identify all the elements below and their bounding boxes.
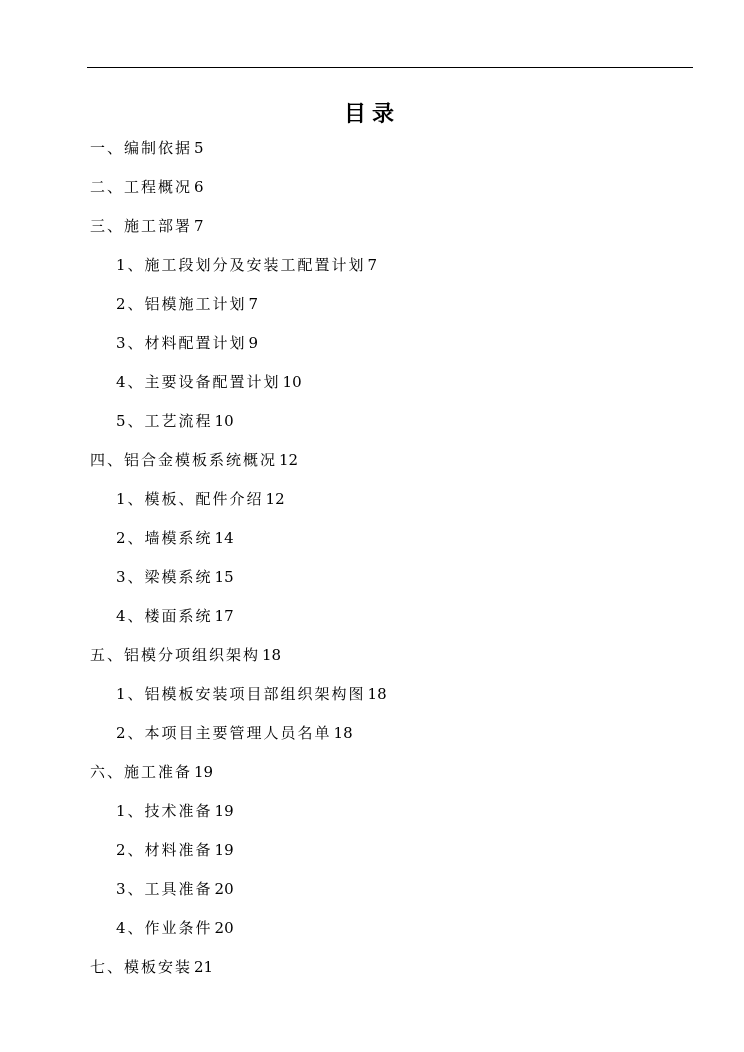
toc-subsection-entry[interactable] [0,292,744,331]
toc-subsection-entry[interactable] [0,721,744,760]
toc-entry-label: 三、施工部署 [90,217,193,235]
toc-entry-label: 六、施工准备 [90,763,193,781]
toc-section-entry[interactable] [0,136,744,175]
toc-entry-label: 4、楼面系统 [116,607,213,625]
toc-section-entry[interactable] [0,643,744,682]
toc-entry-page-number: 7 [367,256,378,274]
toc-entry-label: 3、梁模系统 [116,568,213,586]
toc-entry-label: 五、铝模分项组织架构 [90,646,261,664]
toc-section-entry[interactable] [0,214,744,253]
toc-entry-page-number: 7 [194,217,204,235]
toc-entry-page-number: 12 [265,490,285,508]
toc-entry-page-number: 10 [282,373,302,391]
toc-subsection-entry[interactable] [0,799,744,838]
toc-entry-label: 4、主要设备配置计划 [116,373,281,391]
toc-section-entry[interactable] [0,175,744,214]
table-of-contents [0,136,744,994]
toc-entry-page-number: 18 [333,724,353,742]
toc-entry-page-number: 10 [214,412,234,430]
toc-entry-page-number: 17 [214,607,234,625]
toc-entry-label: 2、铝模施工计划 [116,295,247,313]
toc-subsection-entry[interactable] [0,409,744,448]
toc-entry-label: 2、墙模系统 [116,529,213,547]
toc-section-entry[interactable] [0,955,744,994]
toc-subsection-entry[interactable] [0,916,744,955]
toc-entry-label: 3、材料配置计划 [116,334,247,352]
toc-entry-label: 1、施工段划分及安装工配置计划 [116,256,366,274]
toc-entry-label: 一、编制依据 [90,139,193,157]
toc-entry-page-number: 12 [279,451,299,469]
toc-entry-page-number: 7 [248,295,259,313]
toc-entry-page-number: 19 [194,763,214,781]
toc-entry-label: 1、模板、配件介绍 [116,490,264,508]
toc-entry-label: 七、模板安装 [90,958,193,976]
toc-entry-label: 4、作业条件 [116,919,213,937]
toc-subsection-entry[interactable] [0,682,744,721]
toc-entry-label: 3、工具准备 [116,880,213,898]
toc-entry-page-number: 19 [214,802,234,820]
toc-entry-page-number: 18 [367,685,387,703]
toc-subsection-entry[interactable] [0,565,744,604]
toc-entry-label: 1、铝模板安装项目部组织架构图 [116,685,366,703]
toc-subsection-entry[interactable] [0,877,744,916]
toc-entry-page-number: 20 [214,880,234,898]
toc-entry-page-number: 9 [248,334,259,352]
toc-entry-page-number: 14 [214,529,234,547]
toc-entry-label: 二、工程概况 [90,178,193,196]
toc-section-entry[interactable] [0,760,744,799]
toc-entry-label: 5、工艺流程 [116,412,213,430]
header-rule [87,67,693,68]
toc-subsection-entry[interactable] [0,838,744,877]
toc-subsection-entry[interactable] [0,253,744,292]
toc-entry-label: 四、铝合金模板系统概况 [90,451,278,469]
page-title: 目录 [343,101,400,127]
toc-subsection-entry[interactable] [0,487,744,526]
toc-subsection-entry[interactable] [0,526,744,565]
toc-entry-page-number: 5 [194,139,204,157]
toc-subsection-entry[interactable] [0,604,744,643]
toc-entry-label: 2、本项目主要管理人员名单 [116,724,332,742]
toc-section-entry[interactable] [0,448,744,487]
toc-subsection-entry[interactable] [0,331,744,370]
toc-entry-page-number: 20 [214,919,234,937]
toc-entry-page-number: 18 [262,646,282,664]
toc-subsection-entry[interactable] [0,370,744,409]
toc-entry-label: 2、材料准备 [116,841,213,859]
toc-entry-page-number: 6 [194,178,204,196]
toc-entry-page-number: 15 [214,568,234,586]
toc-entry-label: 1、技术准备 [116,802,213,820]
toc-entry-page-number: 21 [194,958,214,976]
toc-entry-page-number: 19 [214,841,234,859]
